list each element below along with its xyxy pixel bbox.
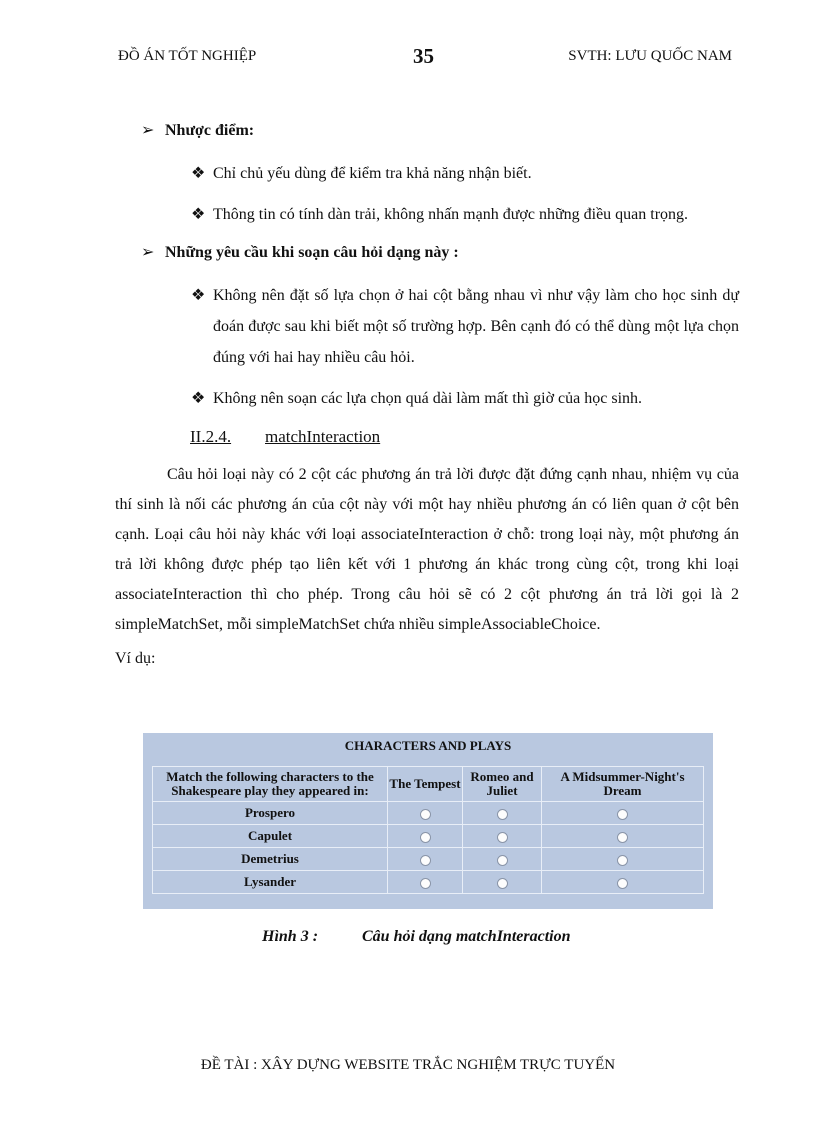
figure-title: CHARACTERS AND PLAYS bbox=[344, 738, 512, 753]
match-table bbox=[152, 766, 704, 894]
example-label: Ví dụ: bbox=[115, 650, 156, 667]
match-table-header-row bbox=[153, 767, 704, 802]
row-label: Capulet bbox=[153, 825, 388, 848]
disadvantage-item: ❖ Chỉ chủ yếu dùng để kiểm tra khả năng nhận biết. bbox=[115, 158, 739, 189]
radio-button[interactable] bbox=[617, 855, 628, 866]
diamond-bullet-icon: ❖ bbox=[191, 165, 206, 182]
section-disadvantages-title: ➢ Nhược điểm: bbox=[115, 118, 739, 144]
radio-button[interactable] bbox=[420, 809, 431, 820]
diamond-bullet-icon: ❖ bbox=[191, 287, 206, 304]
subsection-title: matchInteraction bbox=[265, 427, 381, 446]
page-header bbox=[0, 44, 816, 74]
radio-button[interactable] bbox=[497, 878, 508, 889]
row-label: Lysander bbox=[153, 871, 388, 894]
caption-text: Câu hỏi dạng matchInteraction bbox=[362, 928, 571, 945]
disadvantage-item: ❖ Thông tin có tính dàn trải, không nhấn mạnh được những điều quan trọng. bbox=[115, 199, 739, 230]
match-interaction-figure bbox=[143, 733, 713, 909]
radio-button[interactable] bbox=[497, 855, 508, 866]
diamond-bullet-icon: ❖ bbox=[191, 206, 206, 223]
radio-button[interactable] bbox=[420, 855, 431, 866]
subsection-heading bbox=[190, 424, 739, 450]
header-right: SVTH: LƯU QUỐC NAM bbox=[568, 48, 732, 64]
radio-button[interactable] bbox=[420, 832, 431, 843]
arrow-bullet-icon: ➢ bbox=[141, 122, 155, 139]
table-row bbox=[153, 802, 704, 825]
header-left: ĐỒ ÁN TỐT NGHIỆP bbox=[118, 48, 257, 64]
table-row bbox=[153, 848, 704, 871]
radio-button[interactable] bbox=[497, 809, 508, 820]
radio-button[interactable] bbox=[497, 832, 508, 843]
radio-button[interactable] bbox=[420, 878, 431, 889]
radio-button[interactable] bbox=[617, 878, 628, 889]
page-body bbox=[115, 118, 739, 686]
arrow-bullet-icon: ➢ bbox=[141, 244, 155, 261]
row-label: Prospero bbox=[153, 802, 388, 825]
page-footer: ĐỀ TÀI : XÂY DỰNG WEBSITE TRẮC NGHIỆM TRỰC TUYẾN bbox=[200, 1057, 616, 1073]
table-row bbox=[153, 825, 704, 848]
caption-label: Hình 3 : bbox=[262, 928, 319, 945]
diamond-bullet-icon: ❖ bbox=[191, 390, 206, 407]
subsection-number: II.2.4. bbox=[190, 427, 232, 446]
column-header: A Midsummer-Night's Dream bbox=[542, 767, 704, 802]
column-header: The Tempest bbox=[388, 767, 463, 802]
page-number: 35 bbox=[413, 44, 434, 68]
requirement-item: ❖ Không nên soạn các lựa chọn quá dài làm mất thì giờ của học sinh. bbox=[115, 383, 739, 414]
section-requirements-title: ➢ Những yêu cầu khi soạn câu hỏi dạng này : bbox=[115, 240, 739, 266]
prompt-cell: Match the following characters to the Shakespeare play they appeared in: bbox=[153, 767, 388, 802]
radio-button[interactable] bbox=[617, 832, 628, 843]
table-row bbox=[153, 871, 704, 894]
body-paragraph: Câu hỏi loại này có 2 cột các phương án trả lời được đặt đứng cạnh nhau, nhiệm vụ của thí sinh là nối các phương án của cột này với một hay nhiều phương án có liên quan ở cột bên cạnh. Loại câu hỏi này khác với loại associateInteraction ở chỗ: trong loại này, một phương án trả lời không được phép tạo liên kết với 1 phương án khác trong cùng cột, trong khi loại associateInteraction thì cho phép. Trong câu hỏi sẽ có 2 cột phương án trả lời gọi là 2 simpleMatchSet, mỗi simpleMatchSet chứa nhiều simpleAssociableChoice. bbox=[115, 466, 739, 633]
requirement-item: ❖ Không nên đặt số lựa chọn ở hai cột bằng nhau vì như vậy làm cho học sinh dự đoán được sau khi biết một số trường hợp. Bên cạnh đó có thể dùng một lựa chọn đúng với hai hay nhiều câu hỏi. bbox=[115, 280, 739, 373]
column-header: Romeo and Juliet bbox=[463, 767, 542, 802]
radio-button[interactable] bbox=[617, 809, 628, 820]
row-label: Demetrius bbox=[153, 848, 388, 871]
